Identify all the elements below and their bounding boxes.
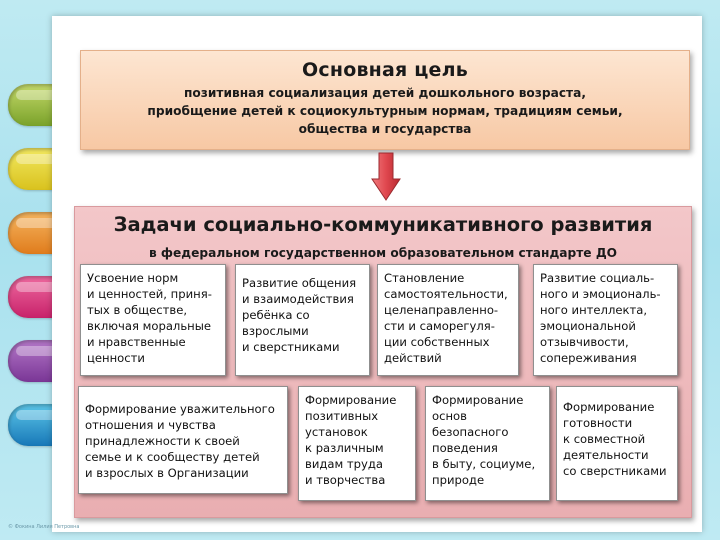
task-line: со сверстниками [563,464,667,478]
copyright-text: © Фокина Лилия Петровна [8,524,80,530]
task-line: Формирование [563,400,655,414]
task-line: Развитие социаль- [540,271,655,285]
task-line: и сверстниками [242,340,340,354]
task-line: отношения и чувства [85,418,216,432]
task-line: сти и саморегуля- [384,319,495,333]
task-line: готовности [563,416,633,430]
task-card [425,386,550,501]
task-line: Становление [384,271,465,285]
task-line: Формирование [432,393,524,407]
task-line: и взаимодействия [242,292,354,306]
main-goal-title: Основная цель [302,59,468,81]
task-line: целенаправленно- [384,303,499,317]
task-line: природе [432,473,485,487]
task-line: Развитие общения [242,276,357,290]
task-card [298,386,416,501]
task-line: включая моральные [87,319,212,333]
task-card [80,264,226,376]
task-line: установок [305,425,368,439]
task-card [78,386,288,494]
task-line: ного и эмоциональ- [540,287,661,301]
task-line: и творчества [305,473,386,487]
task-line: видам труда [305,457,384,471]
task-card [377,264,519,376]
task-line: и нравственные [87,335,186,349]
task-line: принадлежности к своей [85,434,240,448]
task-line: самостоятельности, [384,287,508,301]
task-line: ции собственных [384,335,490,349]
main-goal-box [80,50,690,150]
tasks-title: Задачи социально-коммуникативного развития [113,213,653,236]
task-line: тых в обществе, [87,303,188,317]
main-goal-line: приобщение детей к социокультурным нормам, традициям семьи, [147,104,623,118]
task-card [235,264,370,376]
task-line: взрослыми [242,324,309,338]
task-line: ного интеллекта, [540,303,648,317]
task-line: основ [432,409,467,423]
task-card [556,386,678,501]
task-line: и ценностей, приня- [87,287,212,301]
task-line: эмоциональной [540,319,636,333]
task-line: к совместной [563,432,646,446]
task-line: деятельности [563,448,649,462]
task-line: к различным [305,441,384,455]
main-goal-description [81,84,689,138]
task-line: поведения [432,441,498,455]
task-line: ценности [87,351,145,365]
task-line: Усвоение норм [87,271,179,285]
task-line: семье и к сообществу детей [85,450,260,464]
main-goal-line: общества и государства [298,122,472,136]
task-line: позитивных [305,409,379,423]
task-line: Формирование уважительного [85,402,275,416]
task-line: безопасного [432,425,509,439]
task-line: ребёнка со [242,308,310,322]
task-line: отзывчивости, [540,335,629,349]
task-line: Формирование [305,393,397,407]
down-arrow-icon [371,152,401,202]
task-line: в быту, социуме, [432,457,536,471]
task-line: сопереживания [540,351,637,365]
task-line: действий [384,351,442,365]
main-goal-line: позитивная социализация детей дошкольного возраста, [184,86,586,100]
tasks-subtitle: в федеральном государственном образовательном стандарте ДО [148,246,618,260]
task-card [533,264,678,376]
task-line: и взрослых в Организации [85,466,249,480]
